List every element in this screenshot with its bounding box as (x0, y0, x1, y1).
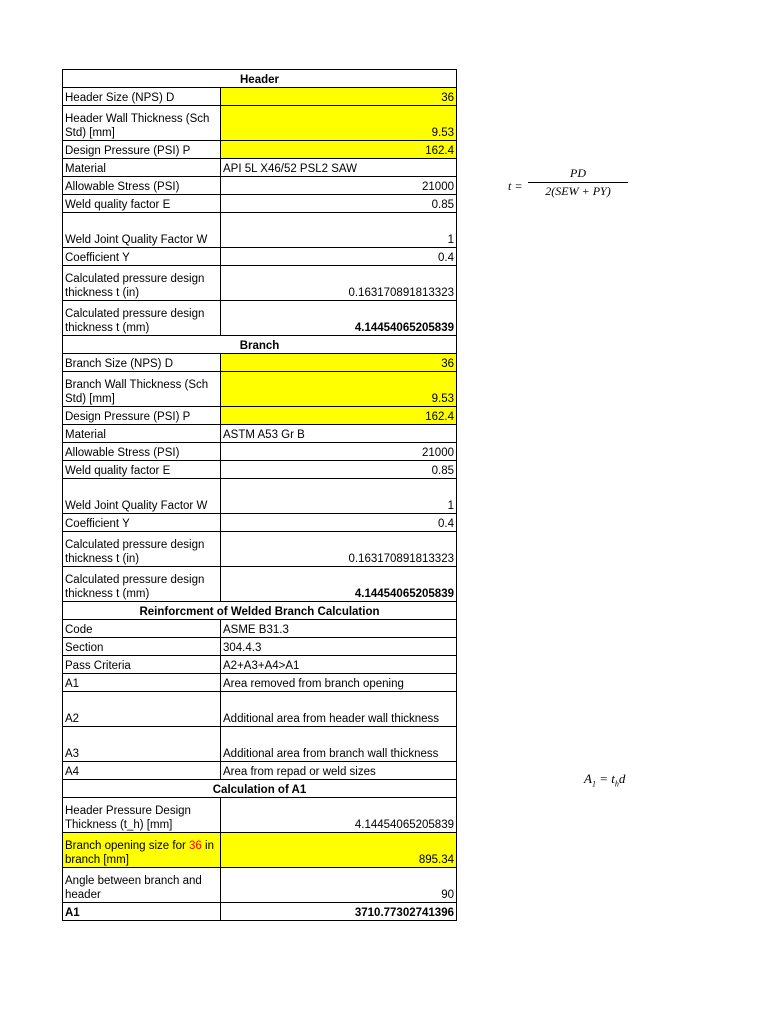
cell-value[interactable]: 0.163170891813323 (221, 266, 457, 301)
cell-input-value[interactable]: 895.34 (221, 833, 457, 868)
cell-label[interactable]: Allowable Stress (PSI) (63, 443, 221, 461)
cell-result-value[interactable]: 4.14454065205839 (221, 567, 457, 602)
formula-lhs: t = (508, 179, 523, 193)
cell-label[interactable]: A2 (63, 692, 221, 727)
cell-value[interactable]: Area removed from branch opening (221, 674, 457, 692)
formula-a-sub: 1 (591, 779, 596, 789)
cell-label[interactable]: Coefficient Y (63, 248, 221, 266)
area-formula (584, 771, 625, 789)
label-prefix: Branch opening size for (65, 840, 190, 852)
section-title-a1: Calculation of A1 (63, 780, 457, 798)
cell-value[interactable]: 21000 (221, 177, 457, 195)
cell-label[interactable]: Calculated pressure design thickness t (in) (63, 532, 221, 567)
cell-label[interactable]: Section (63, 638, 221, 656)
formula-d: d (618, 771, 626, 786)
cell-value[interactable]: Additional area from header wall thickness (221, 692, 457, 727)
cell-label[interactable]: Angle between branch and header (63, 868, 221, 903)
cell-result-value[interactable]: 3710.77302741396 (221, 903, 457, 921)
cell-input-value[interactable]: 162.4 (221, 407, 457, 425)
section-title-header: Header (63, 70, 457, 88)
cell-value[interactable]: 1 (221, 213, 457, 248)
section-title-reinforcement: Reinforcment of Welded Branch Calculation (63, 602, 457, 620)
cell-label[interactable]: Allowable Stress (PSI) (63, 177, 221, 195)
cell-label[interactable]: Code (63, 620, 221, 638)
cell-value[interactable]: 0.163170891813323 (221, 532, 457, 567)
formula-numerator: PD (528, 166, 628, 183)
cell-input-value[interactable]: 9.53 (221, 106, 457, 141)
formula-eq: = t (595, 771, 615, 786)
cell-label[interactable]: Weld quality factor E (63, 461, 221, 479)
formula-a: A (584, 771, 592, 786)
cell-label[interactable]: Weld Joint Quality Factor W (63, 213, 221, 248)
cell-value[interactable]: 90 (221, 868, 457, 903)
cell-label[interactable]: Calculated pressure design thickness t (mm) (63, 301, 221, 336)
cell-value[interactable]: 4.14454065205839 (221, 798, 457, 833)
cell-label[interactable]: Calculated pressure design thickness t (mm) (63, 567, 221, 602)
section-title-branch: Branch (63, 336, 457, 354)
cell-value[interactable]: API 5L X46/52 PSL2 SAW (221, 159, 457, 177)
cell-label[interactable]: Design Pressure (PSI) P (63, 141, 221, 159)
cell-value[interactable]: Area from repad or weld sizes (221, 762, 457, 780)
label-highlight: 36 (189, 840, 202, 852)
formula-fraction (528, 166, 628, 199)
cell-value[interactable]: ASTM A53 Gr B (221, 425, 457, 443)
cell-value[interactable]: 0.85 (221, 195, 457, 213)
cell-label[interactable]: A4 (63, 762, 221, 780)
cell-label[interactable]: Weld Joint Quality Factor W (63, 479, 221, 514)
thickness-formula (508, 166, 628, 206)
cell-label[interactable]: Design Pressure (PSI) P (63, 407, 221, 425)
formula-t-sub: h (614, 779, 619, 789)
cell-value[interactable]: A2+A3+A4>A1 (221, 656, 457, 674)
cell-value[interactable]: 21000 (221, 443, 457, 461)
cell-value[interactable]: 304.4.3 (221, 638, 457, 656)
cell-input-value[interactable]: 162.4 (221, 141, 457, 159)
cell-label[interactable]: Calculated pressure design thickness t (in) (63, 266, 221, 301)
cell-label-a1-result[interactable]: A1 (63, 903, 221, 921)
cell-input-value[interactable]: 9.53 (221, 372, 457, 407)
cell-value[interactable]: 0.4 (221, 248, 457, 266)
label-suffix: in branch [mm] (65, 840, 214, 866)
cell-value[interactable]: Additional area from branch wall thickness (221, 727, 457, 762)
cell-label[interactable]: Branch Size (NPS) D (63, 354, 221, 372)
cell-label[interactable]: Header Pressure Design Thickness (t_h) [mm] (63, 798, 221, 833)
cell-result-value[interactable]: 4.14454065205839 (221, 301, 457, 336)
calculation-sheet (62, 69, 457, 921)
cell-label[interactable]: Pass Criteria (63, 656, 221, 674)
cell-label[interactable]: Weld quality factor E (63, 195, 221, 213)
cell-label[interactable]: Coefficient Y (63, 514, 221, 532)
cell-label[interactable]: A3 (63, 727, 221, 762)
cell-label[interactable]: A1 (63, 674, 221, 692)
cell-value[interactable]: 1 (221, 479, 457, 514)
cell-value[interactable]: 0.4 (221, 514, 457, 532)
cell-input-value[interactable]: 36 (221, 354, 457, 372)
cell-label[interactable]: Material (63, 159, 221, 177)
cell-label[interactable]: Material (63, 425, 221, 443)
cell-label[interactable]: Header Size (NPS) D (63, 88, 221, 106)
formula-denominator: 2(SEW + PY) (545, 184, 611, 198)
cell-label-branch-opening[interactable] (63, 833, 221, 868)
cell-input-value[interactable]: 36 (221, 88, 457, 106)
cell-label[interactable]: Header Wall Thickness (Sch Std) [mm] (63, 106, 221, 141)
cell-label[interactable]: Branch Wall Thickness (Sch Std) [mm] (63, 372, 221, 407)
cell-value[interactable]: ASME B31.3 (221, 620, 457, 638)
cell-value[interactable]: 0.85 (221, 461, 457, 479)
